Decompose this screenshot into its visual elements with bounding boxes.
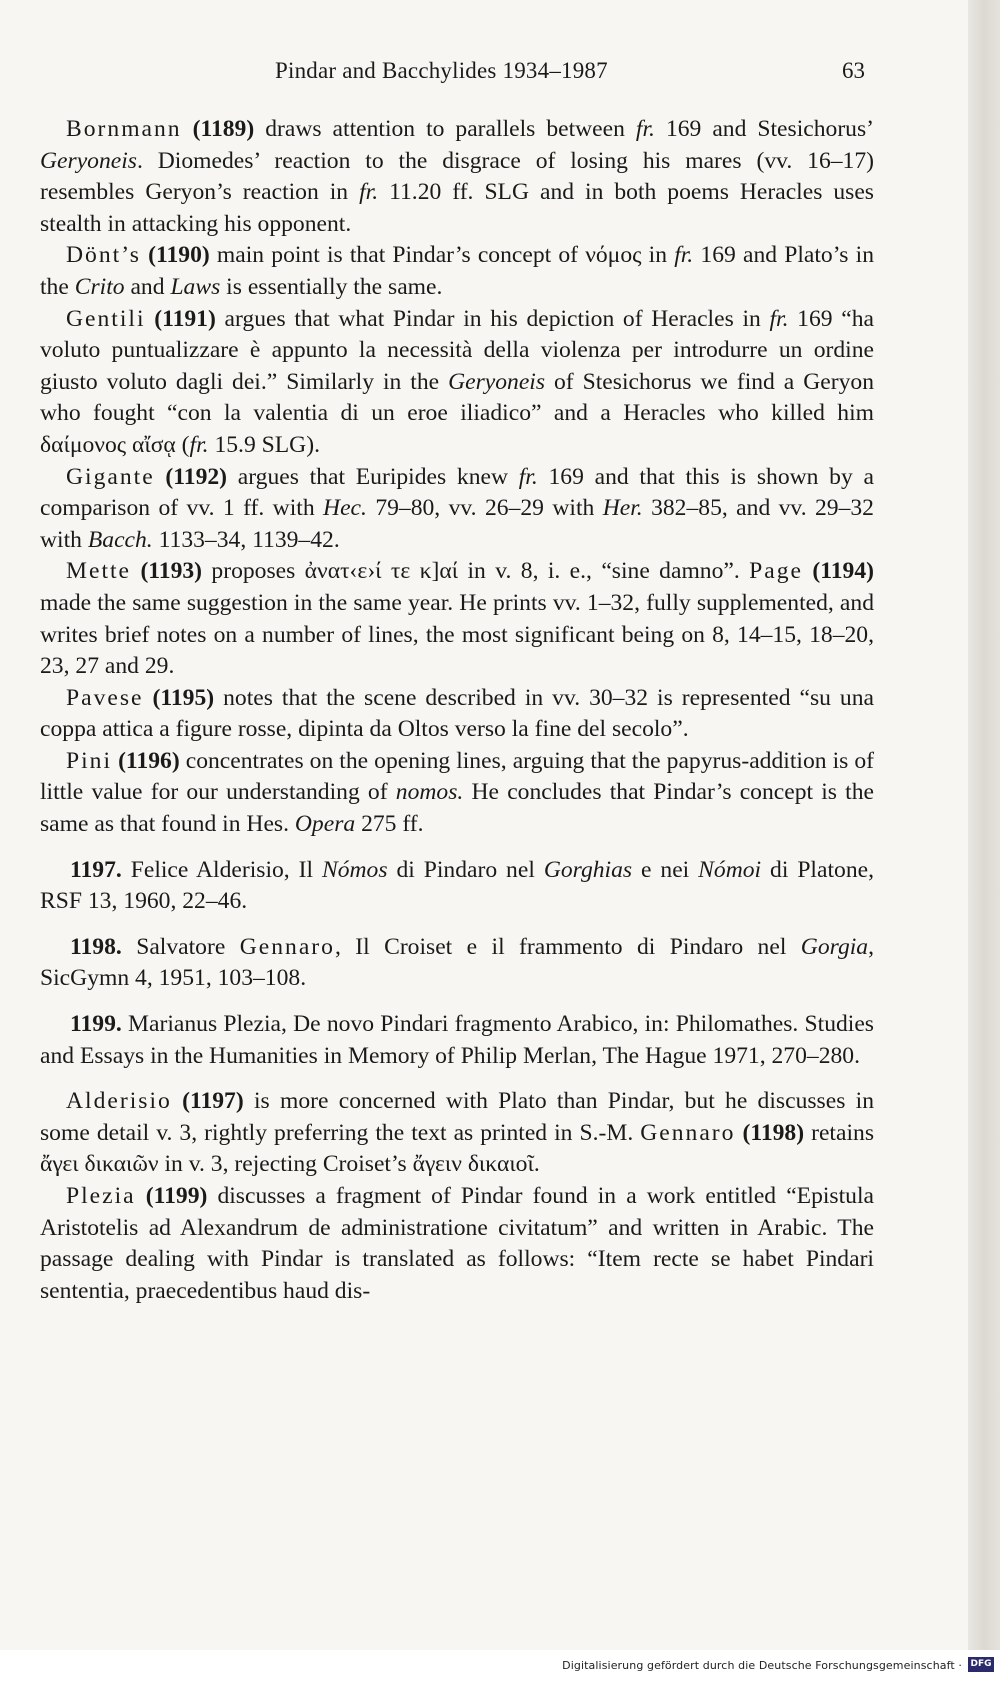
bibliography-entry bbox=[40, 932, 874, 995]
text-run: main point is that Pindar’s concept of νόμος in bbox=[209, 242, 675, 269]
italic-text: Hec. bbox=[323, 495, 367, 522]
reference-number: 1198. bbox=[70, 933, 122, 960]
text-run: 1133–34, 1139–42. bbox=[152, 526, 340, 553]
reference-number: (1195) bbox=[152, 684, 215, 711]
text-run: e nei bbox=[632, 856, 699, 883]
text-run: 169 and Plato’s in the bbox=[40, 242, 874, 300]
reference-number: (1192) bbox=[165, 463, 228, 490]
italic-text: Gorghias bbox=[543, 856, 633, 883]
text-run: proposes ἀνατ‹ε›ί τε κ]αί in v. 8, i. e., “sine damno”. bbox=[202, 558, 750, 585]
reference-number: (1190) bbox=[148, 242, 210, 269]
body-paragraph bbox=[40, 683, 874, 746]
reference-number: 1197. bbox=[70, 856, 122, 883]
body-paragraph bbox=[40, 746, 874, 841]
text-run bbox=[155, 464, 166, 490]
author-name: Pini bbox=[66, 747, 113, 774]
dfg-logo-icon: DFG bbox=[968, 1657, 994, 1672]
reference-number: 1199. bbox=[70, 1011, 122, 1038]
text-run: and bbox=[124, 273, 171, 300]
digitization-credit-bar bbox=[0, 1650, 1000, 1683]
reference-number: (1199) bbox=[145, 1183, 208, 1209]
text-run: Marianus Plezia, De novo Pindari fragmento Arabico, in: Philomathes. Studies and Essays in the Humanities in Memory of Philip Merlan, The Hague 1971, 270–280. bbox=[40, 1011, 874, 1069]
page-number: 63 bbox=[842, 58, 865, 83]
text-run: 275 ff. bbox=[355, 811, 424, 838]
italic-text: fr. bbox=[769, 305, 789, 332]
text-run: notes that the scene described in vv. 30–32 is represented “su una coppa attica a figure rosse, dipinta da Oltos verso la fine del secolo”. bbox=[40, 684, 874, 743]
text-run: di Pindaro nel bbox=[387, 856, 544, 883]
text-run bbox=[803, 558, 812, 584]
reference-number: (1198) bbox=[742, 1119, 805, 1146]
bibliography-entry bbox=[40, 855, 874, 918]
text-run: concentrates on the opening lines, arguing that the papyrus-addition is of little value for our understanding of bbox=[40, 747, 874, 806]
body-paragraph bbox=[40, 462, 874, 557]
author-name: Dönt’s bbox=[66, 242, 141, 269]
text-run: Salvatore bbox=[121, 933, 240, 960]
author-name: Gentili bbox=[66, 305, 146, 332]
page-edge-shadow bbox=[968, 0, 1000, 1650]
italic-text: Opera bbox=[294, 811, 356, 838]
reference-number: (1196) bbox=[118, 747, 180, 774]
italic-text: fr. bbox=[359, 179, 379, 206]
body-paragraph bbox=[40, 114, 874, 240]
running-title: Pindar and Bacchylides 1934–1987 bbox=[275, 58, 608, 83]
italic-text: Nómoi bbox=[698, 856, 762, 883]
italic-text: Nómos bbox=[321, 856, 388, 883]
reference-number: (1189) bbox=[192, 116, 255, 142]
text-run: Felice Alderisio, Il bbox=[121, 856, 322, 883]
text-run: retains ἄγει δικαιῶν in v. 3, rejecting Croiset’s ἄγειν δικαιοῖ. bbox=[40, 1119, 874, 1178]
text-run: , Il Croiset e il frammento di Pindaro nel bbox=[334, 933, 801, 960]
body-paragraph bbox=[40, 240, 874, 303]
author-name: Plezia bbox=[66, 1183, 136, 1209]
italic-text: Her. bbox=[602, 495, 643, 522]
author-name: Pavese bbox=[66, 684, 144, 711]
italic-text: fr. bbox=[635, 116, 655, 142]
reference-number: (1194) bbox=[812, 558, 875, 585]
author-name: Page bbox=[749, 558, 804, 585]
body-text bbox=[40, 114, 874, 1307]
text-run: 79–80, vv. 26–29 with bbox=[366, 495, 603, 522]
author-name: Gennaro bbox=[239, 933, 335, 960]
running-head bbox=[0, 52, 1000, 92]
text-run: 169 “ha voluto puntualizzare è appunto la necessità della violenza per introdurre un ordine giusto voluto dagli dei.” Similarly in the bbox=[40, 305, 874, 395]
text-run bbox=[146, 306, 155, 332]
text-run bbox=[144, 685, 153, 711]
italic-text: nomos. bbox=[395, 779, 464, 806]
bibliography-entry bbox=[40, 1009, 874, 1072]
author-name: Alderisio bbox=[66, 1088, 172, 1115]
reference-number: (1197) bbox=[182, 1088, 244, 1115]
italic-text: Geryoneis bbox=[40, 147, 137, 174]
italic-text: Laws bbox=[170, 273, 221, 300]
reference-number: (1193) bbox=[140, 558, 203, 585]
text-run: is essentially the same. bbox=[220, 273, 443, 300]
text-run: 169 and that this is shown by a comparison of vv. 1 ff. with bbox=[40, 463, 874, 522]
italic-text: fr. bbox=[518, 463, 538, 490]
author-name: Gigante bbox=[66, 463, 155, 490]
text-run: 382–85, and vv. 29–32 with bbox=[40, 495, 874, 553]
text-run: 11.20 ff. SLG and in both poems Heracles uses stealth in attacking his opponent. bbox=[40, 179, 874, 237]
italic-text: Crito bbox=[74, 273, 125, 300]
author-name: Gennaro bbox=[640, 1119, 736, 1146]
reference-number: (1191) bbox=[154, 305, 216, 332]
text-run: 169 and Stesichorus’ bbox=[654, 116, 875, 142]
text-run: He concludes that Pindar’s concept is the same as that found in Hes. bbox=[40, 779, 874, 838]
text-run: , SicGymn 4, 1951, 103–108. bbox=[40, 933, 874, 992]
text-run: of Stesichorus we find a Geryon who fought “con la valentia di un eroe iliadico” and a Heracles who killed him δαίμονος αἴσᾳ ( bbox=[40, 368, 874, 458]
italic-text: fr. bbox=[189, 431, 209, 458]
text-run bbox=[172, 1088, 182, 1114]
text-run: discusses a fragment of Pindar found in a work entitled “Epistula Aristotelis ad Alexandrum de administratione civitatum” and written in Arabic. The passage dealing with Pindar is translated as follows: “Item recte se habet Pindari sententia, praecedentibus haud dis- bbox=[40, 1183, 874, 1304]
author-name: Mette bbox=[66, 558, 132, 585]
digitization-credit: Digitalisierung gefördert durch die Deutsche Forschungsgemeinschaft · bbox=[562, 1659, 962, 1672]
text-run: . Diomedes’ reaction to the disgrace of losing his mares (vv. 16–17) resembles Geryon’s reaction in bbox=[40, 147, 874, 206]
italic-text: Geryoneis bbox=[448, 368, 546, 395]
italic-text: Bacch. bbox=[87, 526, 153, 553]
author-name: Bornmann bbox=[66, 116, 182, 142]
body-paragraph bbox=[40, 1086, 874, 1181]
body-paragraph bbox=[40, 304, 874, 462]
text-run: argues that what Pindar in his depiction of Heracles in bbox=[215, 305, 770, 332]
text-run: is more concerned with Plato than Pindar, but he discusses in some detail v. 3, rightly preferring the text as printed in S.-M. bbox=[40, 1088, 874, 1146]
italic-text: fr. bbox=[674, 242, 694, 269]
text-run: di Platone, RSF 13, 1960, 22–46. bbox=[40, 856, 874, 915]
body-paragraph bbox=[40, 556, 874, 682]
text-run: argues that Euripides knew bbox=[227, 463, 519, 490]
italic-text: Gorgia bbox=[800, 933, 869, 960]
text-run: 15.9 SLG). bbox=[208, 431, 320, 458]
text-run: draws attention to parallels between bbox=[254, 116, 636, 142]
text-run bbox=[182, 116, 193, 142]
text-run bbox=[136, 1183, 146, 1209]
body-paragraph bbox=[40, 1181, 874, 1307]
text-run: made the same suggestion in the same year. He prints vv. 1–32, fully supplemented, and writes brief notes on a number of lines, the most significant being on 8, 14–15, 18–20, 23, 27 and 29. bbox=[40, 589, 874, 680]
